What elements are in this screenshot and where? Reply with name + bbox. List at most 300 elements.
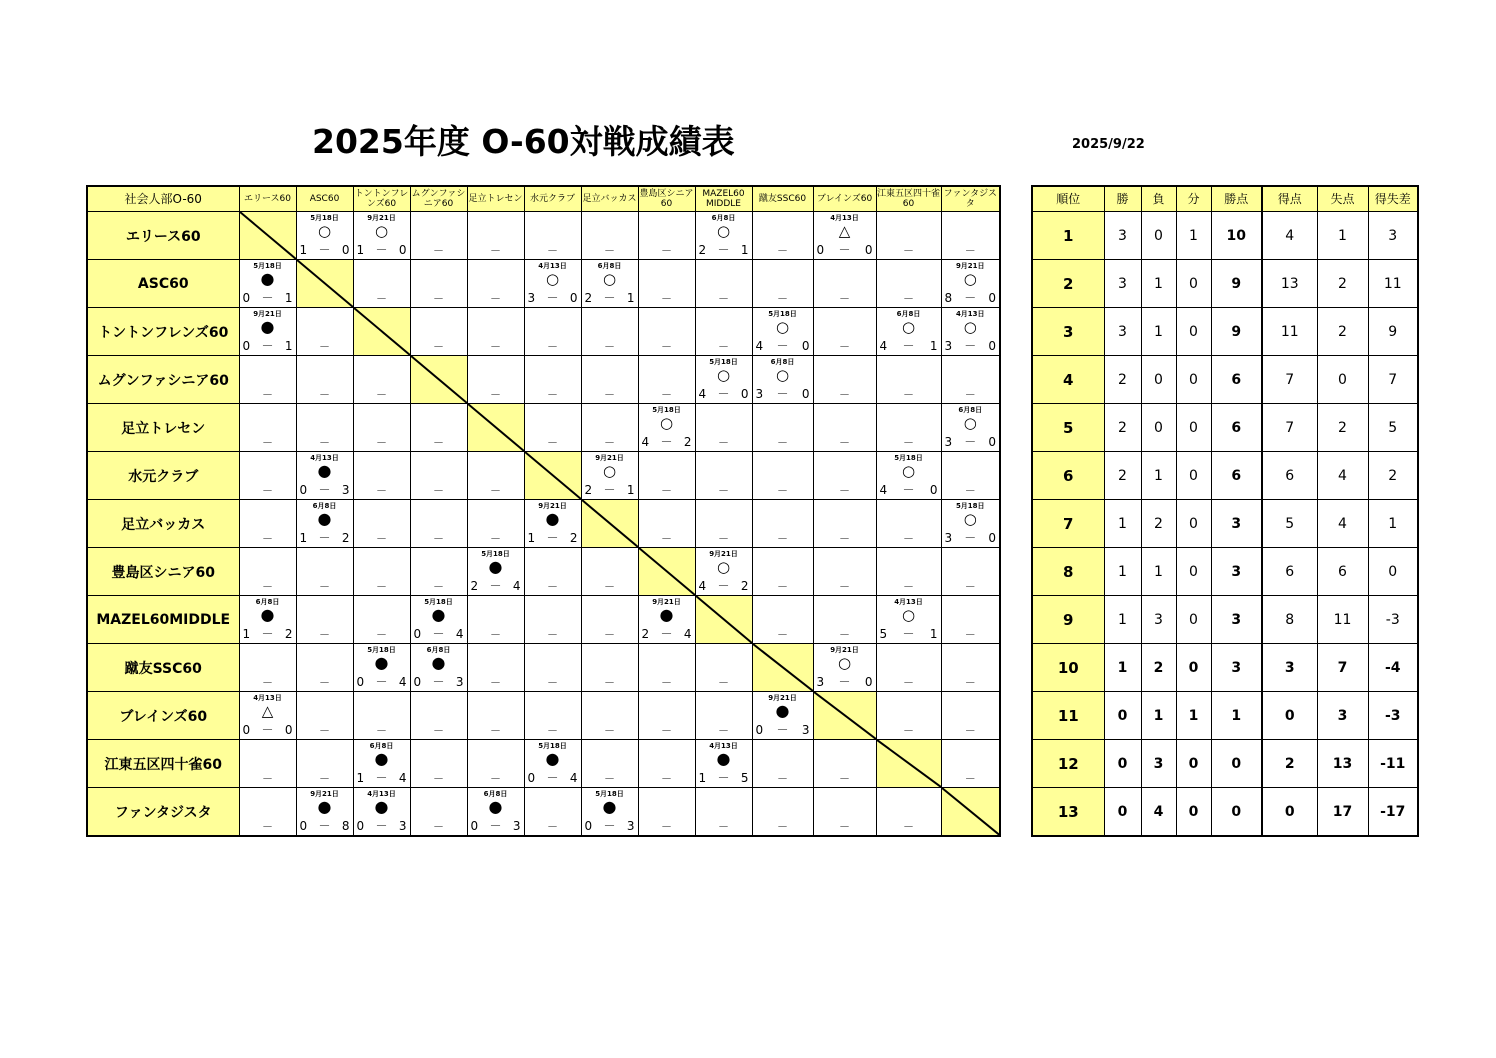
loss-mark-icon: ● — [374, 653, 389, 672]
score-separator: － — [902, 627, 915, 641]
unplayed-dash: － — [319, 436, 330, 449]
unplayed-cell — [524, 356, 581, 404]
unplayed-dash: － — [262, 772, 273, 785]
unplayed-dash: － — [490, 772, 501, 785]
unplayed-dash: － — [964, 580, 976, 593]
diagonal-cell — [695, 596, 752, 644]
unplayed-cell — [695, 692, 752, 740]
unplayed-dash: － — [319, 388, 330, 401]
unplayed-cell — [752, 548, 813, 596]
goals-for-cell: 6 — [1262, 452, 1317, 500]
match-score — [414, 628, 464, 641]
unplayed-cell — [695, 404, 752, 452]
unplayed-cell — [581, 740, 638, 788]
losses-cell: 1 — [1141, 308, 1176, 356]
score-opponent: 3 — [626, 819, 635, 833]
unplayed-cell — [941, 740, 1000, 788]
score-own: 4 — [698, 579, 707, 593]
column-header: 江東五区四十雀60 — [876, 186, 941, 212]
losses-cell: 1 — [1141, 452, 1176, 500]
diagonal-cell — [467, 404, 524, 452]
match-result-cell — [239, 596, 296, 644]
unplayed-dash: － — [718, 484, 729, 497]
unplayed-cell — [752, 788, 813, 837]
match-date: 6月8日 — [483, 790, 508, 798]
goals-for-cell: 11 — [1262, 308, 1317, 356]
win-mark-icon: ○ — [775, 318, 790, 336]
score-separator: － — [776, 387, 789, 401]
unplayed-cell — [467, 596, 524, 644]
score-separator: － — [261, 339, 274, 353]
match-result-cell — [876, 596, 941, 644]
points-cell: 0 — [1211, 788, 1262, 837]
score-opponent: 4 — [455, 627, 464, 641]
loss-mark-icon: ● — [488, 797, 503, 816]
unplayed-cell — [467, 644, 524, 692]
unplayed-cell — [467, 692, 524, 740]
unplayed-dash: － — [262, 820, 273, 833]
team-name: MAZEL60MIDDLE — [87, 596, 239, 644]
loss-mark-icon: ● — [716, 749, 731, 768]
unplayed-cell — [581, 548, 638, 596]
score-opponent: 0 — [801, 339, 810, 353]
match-result-cell — [296, 212, 353, 260]
goals-against-cell: 17 — [1317, 788, 1368, 837]
unplayed-cell — [467, 308, 524, 356]
win-mark-icon: ○ — [963, 318, 977, 336]
score-separator: － — [717, 387, 730, 401]
draws-cell: 0 — [1176, 356, 1211, 404]
score-own: 3 — [944, 435, 953, 449]
table-row — [87, 548, 1000, 596]
diagonal-cell — [941, 788, 1000, 837]
match-score — [357, 244, 407, 257]
score-separator: － — [546, 291, 559, 305]
unplayed-cell — [813, 308, 876, 356]
unplayed-cell — [813, 788, 876, 837]
unplayed-cell — [941, 356, 1000, 404]
match-result-cell — [353, 788, 410, 837]
match-result-cell — [353, 740, 410, 788]
draw-mark-icon: △ — [838, 222, 851, 240]
score-opponent: 1 — [284, 339, 293, 353]
unplayed-dash: － — [433, 580, 444, 593]
unplayed-dash: － — [718, 436, 729, 449]
wins-cell: 3 — [1104, 260, 1141, 308]
table-row — [1032, 644, 1418, 692]
goals-for-cell: 13 — [1262, 260, 1317, 308]
score-opponent: 0 — [864, 675, 873, 689]
score-own: 3 — [816, 675, 825, 689]
team-name: ASC60 — [87, 260, 239, 308]
unplayed-cell — [353, 452, 410, 500]
draws-cell: 1 — [1176, 212, 1211, 260]
match-result-cell — [524, 500, 581, 548]
unplayed-cell — [581, 356, 638, 404]
standings-header-row — [1032, 186, 1418, 212]
match-result-cell — [752, 356, 813, 404]
score-own: 0 — [242, 291, 251, 305]
score-separator: － — [660, 435, 673, 449]
losses-cell: 0 — [1141, 356, 1176, 404]
match-result-cell — [638, 596, 695, 644]
unplayed-cell — [876, 644, 941, 692]
unplayed-dash: － — [319, 340, 330, 353]
score-separator: － — [603, 819, 616, 833]
goals-for-cell: 2 — [1262, 740, 1317, 788]
unplayed-cell — [239, 500, 296, 548]
unplayed-dash: － — [839, 580, 850, 593]
match-date: 6月8日 — [369, 742, 394, 750]
unplayed-cell — [638, 740, 695, 788]
unplayed-dash: － — [547, 628, 558, 641]
table-row — [87, 596, 1000, 644]
score-opponent: 4 — [683, 627, 692, 641]
unplayed-dash: － — [839, 436, 850, 449]
unplayed-cell — [524, 308, 581, 356]
match-score — [300, 244, 350, 257]
unplayed-cell — [638, 260, 695, 308]
loss-mark-icon: ● — [775, 701, 790, 720]
rank-cell: 3 — [1032, 308, 1104, 356]
loss-mark-icon: ● — [659, 605, 674, 624]
wins-cell: 2 — [1104, 404, 1141, 452]
unplayed-dash: － — [376, 436, 387, 449]
unplayed-dash: － — [661, 244, 672, 257]
rank-cell: 6 — [1032, 452, 1104, 500]
score-opponent: 0 — [929, 483, 938, 497]
match-date: 4月13日 — [367, 790, 396, 798]
match-result-cell — [941, 500, 1000, 548]
unplayed-cell — [813, 404, 876, 452]
goals-against-cell: 1 — [1317, 212, 1368, 260]
diagonal-cell — [813, 692, 876, 740]
unplayed-dash: － — [376, 388, 387, 401]
team-name: 江東五区四十雀60 — [87, 740, 239, 788]
unplayed-dash: － — [262, 580, 273, 593]
unplayed-dash: － — [490, 724, 501, 737]
match-score — [471, 820, 521, 833]
match-result-cell — [695, 548, 752, 596]
diagonal-cell — [353, 308, 410, 356]
match-result-cell — [296, 500, 353, 548]
score-own: 4 — [698, 387, 707, 401]
column-header: ムグンファシニア60 — [410, 186, 467, 212]
match-score — [300, 820, 350, 833]
score-separator: － — [660, 627, 673, 641]
goal-difference-cell: -11 — [1368, 740, 1418, 788]
match-date: 6月8日 — [426, 646, 451, 654]
unplayed-dash: － — [433, 820, 444, 833]
unplayed-cell — [239, 644, 296, 692]
unplayed-cell — [296, 692, 353, 740]
score-separator: － — [546, 531, 559, 545]
match-date: 5月18日 — [481, 550, 510, 558]
match-result-cell — [813, 212, 876, 260]
unplayed-cell — [239, 740, 296, 788]
unplayed-cell — [813, 452, 876, 500]
draws-cell: 0 — [1176, 260, 1211, 308]
match-date: 5月18日 — [538, 742, 567, 750]
score-separator: － — [838, 243, 851, 257]
diagonal-cell — [752, 644, 813, 692]
score-opponent: 2 — [683, 435, 692, 449]
match-score — [945, 436, 997, 449]
standings-header: 順位 — [1032, 186, 1104, 212]
score-separator: － — [318, 531, 331, 545]
score-separator: － — [717, 771, 730, 785]
draws-cell: 0 — [1176, 404, 1211, 452]
unplayed-dash: － — [319, 580, 330, 593]
unplayed-cell — [581, 308, 638, 356]
rank-cell: 5 — [1032, 404, 1104, 452]
win-mark-icon: ○ — [716, 366, 731, 384]
score-own: 5 — [879, 627, 888, 641]
match-date: 6月8日 — [255, 598, 280, 606]
match-date: 6月8日 — [896, 310, 921, 318]
match-result-cell — [410, 596, 467, 644]
unplayed-cell — [876, 548, 941, 596]
team-name: 足立トレセン — [87, 404, 239, 452]
wins-cell: 0 — [1104, 692, 1141, 740]
points-cell: 9 — [1211, 308, 1262, 356]
report-date: 2025/9/22 — [1072, 137, 1145, 152]
match-result-cell — [695, 212, 752, 260]
unplayed-cell — [638, 212, 695, 260]
points-cell: 9 — [1211, 260, 1262, 308]
unplayed-dash: － — [839, 340, 850, 353]
unplayed-dash: － — [490, 244, 501, 257]
match-score — [300, 484, 350, 497]
unplayed-dash: － — [604, 724, 615, 737]
unplayed-cell — [941, 644, 1000, 692]
match-date: 9月21日 — [367, 214, 396, 222]
unplayed-dash: － — [604, 772, 615, 785]
match-score — [699, 772, 749, 785]
unplayed-cell — [524, 596, 581, 644]
goals-against-cell: 13 — [1317, 740, 1368, 788]
match-date: 4月13日 — [955, 310, 985, 318]
unplayed-cell — [638, 788, 695, 837]
unplayed-dash: － — [903, 388, 914, 401]
points-cell: 10 — [1211, 212, 1262, 260]
unplayed-cell — [296, 740, 353, 788]
score-opponent: 0 — [398, 243, 407, 257]
match-score — [817, 244, 873, 257]
unplayed-dash: － — [718, 676, 729, 689]
unplayed-dash: － — [661, 340, 672, 353]
match-score — [756, 724, 810, 737]
match-date: 5月18日 — [367, 646, 396, 654]
goal-difference-cell: 1 — [1368, 500, 1418, 548]
match-score — [945, 340, 997, 353]
match-score — [357, 676, 407, 689]
unplayed-cell — [813, 740, 876, 788]
unplayed-cell — [638, 692, 695, 740]
standings-header: 失点 — [1317, 186, 1368, 212]
score-own: 0 — [242, 723, 251, 737]
unplayed-cell — [353, 500, 410, 548]
unplayed-cell — [638, 644, 695, 692]
unplayed-dash: － — [547, 244, 558, 257]
unplayed-dash: － — [604, 628, 615, 641]
table-row — [87, 644, 1000, 692]
column-header: 水元クラブ — [524, 186, 581, 212]
unplayed-dash: － — [604, 388, 615, 401]
score-opponent: 1 — [740, 243, 749, 257]
unplayed-dash: － — [964, 484, 976, 497]
score-own: 1 — [356, 771, 365, 785]
match-result-cell — [638, 404, 695, 452]
match-date: 4月13日 — [253, 694, 282, 702]
score-own: 0 — [584, 819, 593, 833]
unplayed-cell — [524, 212, 581, 260]
goals-against-cell: 7 — [1317, 644, 1368, 692]
unplayed-cell — [239, 404, 296, 452]
score-separator: － — [261, 723, 274, 737]
score-own: 1 — [299, 531, 308, 545]
unplayed-cell — [239, 548, 296, 596]
score-separator: － — [902, 339, 915, 353]
loss-mark-icon: ● — [260, 317, 275, 336]
team-name: エリース60 — [87, 212, 239, 260]
score-opponent: 0 — [341, 243, 350, 257]
score-opponent: 4 — [398, 675, 407, 689]
unplayed-dash: － — [490, 292, 501, 305]
unplayed-cell — [581, 596, 638, 644]
match-result-cell — [410, 644, 467, 692]
match-date: 4月13日 — [830, 214, 859, 222]
score-separator: － — [375, 675, 388, 689]
unplayed-cell — [581, 212, 638, 260]
unplayed-dash: － — [964, 676, 976, 689]
unplayed-cell — [695, 308, 752, 356]
rank-cell: 10 — [1032, 644, 1104, 692]
unplayed-dash: － — [490, 628, 501, 641]
goal-difference-cell: 0 — [1368, 548, 1418, 596]
score-own: 4 — [641, 435, 650, 449]
points-cell: 3 — [1211, 548, 1262, 596]
unplayed-dash: － — [433, 292, 444, 305]
score-own: 1 — [242, 627, 251, 641]
unplayed-cell — [581, 404, 638, 452]
diagonal-cell — [581, 500, 638, 548]
score-opponent: 0 — [988, 339, 996, 353]
score-separator: － — [717, 243, 730, 257]
unplayed-dash: － — [433, 772, 444, 785]
standings-header: 負 — [1141, 186, 1176, 212]
match-result-cell — [353, 212, 410, 260]
unplayed-cell — [876, 260, 941, 308]
unplayed-dash: － — [547, 820, 558, 833]
unplayed-cell — [876, 356, 941, 404]
unplayed-cell — [941, 212, 1000, 260]
unplayed-dash: － — [604, 436, 615, 449]
unplayed-cell — [813, 500, 876, 548]
goals-for-cell: 5 — [1262, 500, 1317, 548]
unplayed-dash: － — [777, 292, 788, 305]
match-date: 9月21日 — [595, 454, 624, 462]
diagonal-cell — [876, 740, 941, 788]
unplayed-cell — [876, 692, 941, 740]
score-separator: － — [318, 243, 331, 257]
unplayed-dash: － — [604, 580, 615, 593]
unplayed-dash: － — [433, 340, 444, 353]
score-separator: － — [489, 579, 502, 593]
loss-mark-icon: ● — [317, 797, 332, 816]
standings-header: 得失差 — [1368, 186, 1418, 212]
unplayed-cell — [410, 308, 467, 356]
unplayed-dash: － — [777, 580, 788, 593]
match-result-cell — [467, 788, 524, 837]
table-row — [1032, 500, 1418, 548]
draws-cell: 0 — [1176, 596, 1211, 644]
goals-against-cell: 2 — [1317, 308, 1368, 356]
unplayed-cell — [638, 452, 695, 500]
unplayed-dash: － — [964, 628, 976, 641]
unplayed-cell — [876, 404, 941, 452]
score-opponent: 0 — [284, 723, 293, 737]
score-own: 0 — [356, 675, 365, 689]
points-cell: 0 — [1211, 740, 1262, 788]
score-separator: － — [964, 531, 977, 545]
wins-cell: 1 — [1104, 596, 1141, 644]
score-own: 3 — [944, 531, 953, 545]
unplayed-dash: － — [903, 532, 914, 545]
match-date: 5月18日 — [894, 454, 923, 462]
unplayed-cell — [813, 356, 876, 404]
unplayed-dash: － — [718, 820, 729, 833]
score-opponent: 0 — [569, 291, 578, 305]
match-date: 5月18日 — [768, 310, 797, 318]
score-opponent: 4 — [569, 771, 578, 785]
unplayed-cell — [410, 788, 467, 837]
unplayed-cell — [353, 548, 410, 596]
unplayed-cell — [353, 404, 410, 452]
unplayed-cell — [813, 260, 876, 308]
unplayed-cell — [410, 740, 467, 788]
draw-mark-icon: △ — [261, 702, 274, 720]
match-date: 4月13日 — [894, 598, 923, 606]
match-score — [699, 388, 749, 401]
match-score — [880, 484, 938, 497]
rank-cell: 1 — [1032, 212, 1104, 260]
unplayed-cell — [410, 692, 467, 740]
unplayed-dash: － — [839, 772, 850, 785]
unplayed-dash: － — [262, 484, 273, 497]
draws-cell: 0 — [1176, 548, 1211, 596]
score-opponent: 3 — [801, 723, 810, 737]
goal-difference-cell: -17 — [1368, 788, 1418, 837]
unplayed-cell — [581, 692, 638, 740]
table-row — [87, 356, 1000, 404]
unplayed-cell — [524, 404, 581, 452]
unplayed-dash: － — [661, 772, 672, 785]
match-result-cell — [813, 644, 876, 692]
goals-for-cell: 4 — [1262, 212, 1317, 260]
goal-difference-cell: 9 — [1368, 308, 1418, 356]
rank-cell: 13 — [1032, 788, 1104, 837]
match-result-cell — [581, 260, 638, 308]
unplayed-cell — [524, 692, 581, 740]
win-mark-icon: ○ — [901, 462, 916, 480]
unplayed-dash: － — [262, 436, 273, 449]
goal-difference-cell: 3 — [1368, 212, 1418, 260]
win-mark-icon: ○ — [901, 606, 916, 624]
score-separator: － — [838, 675, 851, 689]
wins-cell: 1 — [1104, 548, 1141, 596]
unplayed-cell — [581, 644, 638, 692]
